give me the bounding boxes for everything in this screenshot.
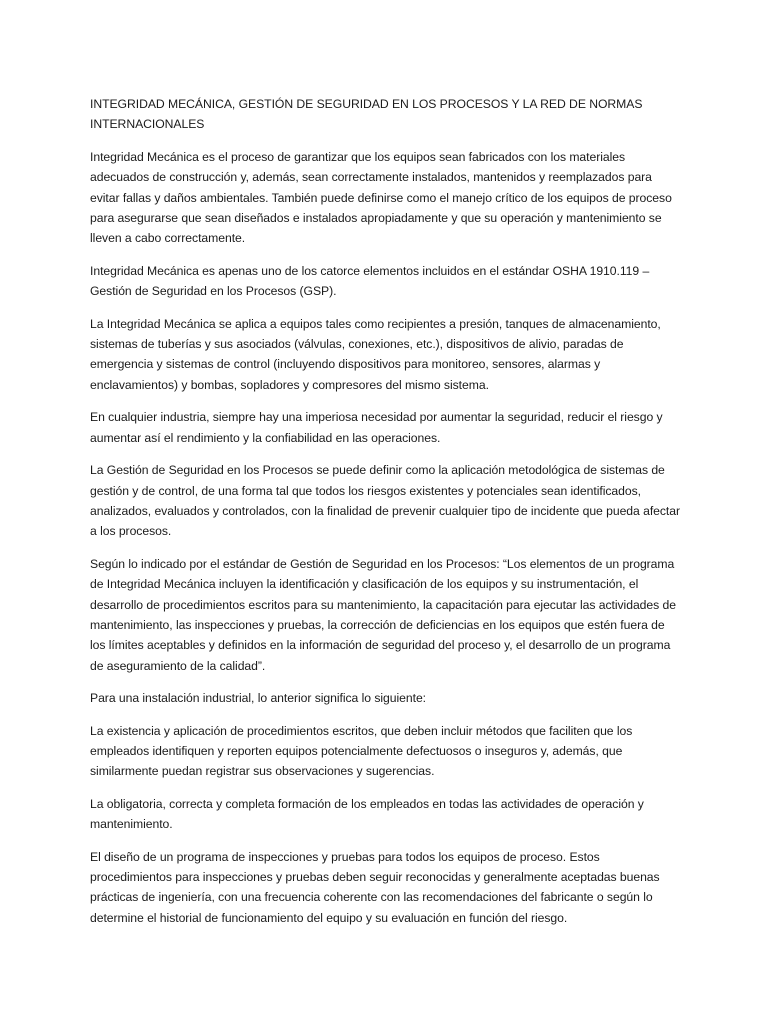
paragraph-procedures: La existencia y aplicación de procedimientos escritos, que deben incluir métodos que faciliten que los empleados identifiquen y reporten equipos potencialmente defectuosos o inseguros y, además, que similarmente puedan registrar sus observaciones y sugerencias. <box>90 723 633 779</box>
paragraph-osha: Integridad Mecánica es apenas uno de los catorce elementos incluidos en el estándar OSHA 1910.119 – Gestión de Seguridad en los Procesos (GSP). <box>90 263 650 299</box>
document-title: INTEGRIDAD MECÁNICA, GESTIÓN DE SEGURIDAD EN LOS PROCESOS Y LA RED DE NORMAS INTERNACIONALES <box>90 97 643 132</box>
document-body <box>90 94 680 940</box>
paragraph-gsp-definition: La Gestión de Seguridad en los Procesos se puede definir como la aplicación metodológica de sistemas de gestión y de control, de una forma tal que todos los riesgos existentes y potenciales sean identificados, analizados, evaluados y controlados, con la finalidad de prevenir cualquier tipo de incidente que pueda afectar a los procesos. <box>90 463 681 539</box>
paragraph-industry: En cualquier industria, siempre hay una imperiosa necesidad por aumentar la seguridad, reducir el riesgo y aumentar así el rendimiento y la confiabilidad en las operaciones. <box>90 410 663 445</box>
paragraph-training: La obligatoria, correcta y completa formación de los empleados en todas las actividades de operación y mantenimiento. <box>90 796 644 832</box>
paragraph-definition: Integridad Mecánica es el proceso de garantizar que los equipos sean fabricados con los materiales adecuados de construcción y, además, sean correctamente instalados, mantenidos y reemplazados para evitar fallas y daños ambientales. También puede definirse como el manejo crítico de los equipos de proceso para asegurarse que sean diseñados e instalados apropiadamente y que su operación y mantenimiento se lleven a cabo correctamente. <box>90 149 672 246</box>
paragraph-equipment: La Integridad Mecánica se aplica a equipos tales como recipientes a presión, tanques de almacenamiento, sistemas de tuberías y sus asociados (válvulas, conexiones, etc.), dispositivos de alivio, paradas de emergencia y sistemas de control (incluyendo dispositivos para monitoreo, sensores, alarmas y enclavamientos) y bombas, sopladores y compresores del mismo sistema. <box>90 316 661 392</box>
paragraph-standard-quote: Según lo indicado por el estándar de Gestión de Seguridad en los Procesos: “Los elementos de un programa de Integridad Mecánica incluyen la identificación y clasificación de los equipos y su instrumentación, el desarrollo de procedimientos escritos para su mantenimiento, la capacitación para ejecutar las actividades de mantenimiento, las inspecciones y pruebas, la corrección de deficiencias en los equipos que estén fuera de los límites aceptables y definidos en la información de seguridad del proceso y, el desarrollo de un programa de aseguramiento de la calidad”. <box>90 556 676 673</box>
paragraph-meaning: Para una instalación industrial, lo anterior significa lo siguiente: <box>90 691 427 706</box>
paragraph-inspections: El diseño de un programa de inspecciones y pruebas para todos los equipos de proceso. Estos procedimientos para inspecciones y pruebas deben seguir reconocidas y generalmente aceptadas buenas prácticas de ingeniería, con una frecuencia coherente con las recomendaciones del fabricante o según lo determine el historial de funcionamiento del equipo y su evaluación en función del riesgo. <box>90 849 660 925</box>
